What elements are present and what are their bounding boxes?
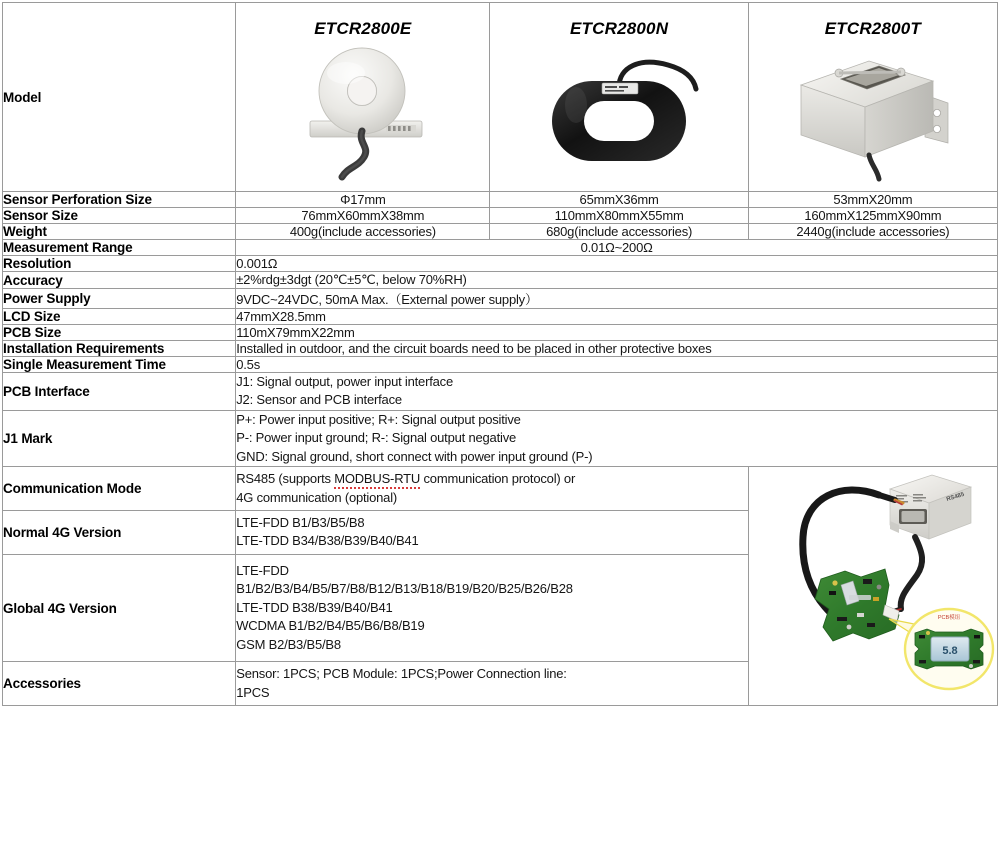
row-label: Normal 4G Version [3, 511, 236, 555]
box-enclosure-sensor-image [749, 43, 997, 183]
table-row [3, 256, 998, 272]
row-label: Power Supply [3, 289, 236, 309]
row-label: PCB Interface [3, 373, 236, 411]
table-row [3, 341, 998, 357]
value-line: RS485 (supports MODBUS-RTU communication protocol) or [236, 470, 748, 488]
row-value: ±2%rdg±3dgt (20℃±5℃, below 70%RH) [236, 272, 998, 289]
table-body [3, 3, 998, 706]
product-photo [749, 467, 997, 705]
product-photo-cell [748, 467, 997, 706]
row-value: 9VDC~24VDC, 50mA Max.（External power supply） [236, 289, 998, 309]
row-value [236, 410, 998, 466]
row-value: 0.5s [236, 357, 998, 373]
value-line: GND: Signal ground, short connect with power input ground (P-) [236, 448, 593, 464]
toroid-sensor-image [236, 43, 489, 183]
value-line: B1/B2/B3/B4/B5/B7/B8/B12/B13/B18/B19/B20/B25/B26/B28 [236, 581, 573, 597]
value-line: P-: Power input ground; R-: Signal output negative [236, 430, 517, 446]
table-row [3, 272, 998, 289]
row-value: 53mmX20mm [748, 192, 997, 208]
table-row-model [3, 3, 998, 192]
row-value: 160mmX125mmX90mm [748, 208, 997, 224]
row-value: 0.001Ω [236, 256, 998, 272]
value-line: Sensor: 1PCS; PCB Module: 1PCS;Power Connection line: [236, 666, 567, 682]
row-value [236, 373, 998, 411]
row-value: 110mX79mmX22mm [236, 325, 998, 341]
oval-clamp-sensor-image [490, 43, 747, 183]
row-value [236, 554, 749, 662]
table-row [3, 373, 998, 411]
row-label: PCB Size [3, 325, 236, 341]
row-value: 47mmX28.5mm [236, 309, 998, 325]
value-line: WCDMA B1/B2/B4/B5/B6/B8/B19 [236, 618, 425, 634]
value-line: LTE-TDD B38/B39/B40/B41 [236, 599, 393, 615]
model-cell-etcr2800t [748, 3, 997, 192]
table-row [3, 357, 998, 373]
value-line: J1: Signal output, power input interface [236, 374, 453, 389]
model-title: ETCR2800N [570, 19, 669, 38]
table-row [3, 240, 998, 256]
specification-table [2, 2, 998, 706]
row-label: Weight [3, 224, 236, 240]
row-value [236, 467, 749, 511]
row-value: Installed in outdoor, and the circuit boards need to be placed in other protective boxes [236, 341, 998, 357]
row-label: Accessories [3, 662, 236, 706]
callout-label-text: PCB模组 [937, 615, 960, 622]
value-line: 1PCS [236, 684, 270, 700]
model-cell-etcr2800n [490, 3, 748, 192]
row-label: Global 4G Version [3, 554, 236, 662]
value-line: LTE-TDD B34/B38/B39/B40/B41 [236, 533, 419, 549]
svg-text:RS485: RS485 [945, 492, 965, 504]
table-row [3, 192, 998, 208]
row-value: 65mmX36mm [490, 192, 748, 208]
lcd-reading-text: 5.8 [942, 645, 958, 658]
value-line: LTE-FDD [236, 563, 289, 578]
spellcheck-term: MODBUS-RTU [334, 471, 420, 489]
row-label: Sensor Perforation Size [3, 192, 236, 208]
row-label-model: Model [3, 3, 236, 192]
model-title: ETCR2800E [314, 19, 412, 38]
value-line: LTE-FDD B1/B3/B5/B8 [236, 514, 365, 530]
row-value: 0.01Ω~200Ω [236, 240, 998, 256]
row-label: LCD Size [3, 309, 236, 325]
model-title: ETCR2800T [824, 19, 921, 38]
table-row [3, 289, 998, 309]
table-row [3, 224, 998, 240]
row-label: Installation Requirements [3, 341, 236, 357]
row-value: 2440g(include accessories) [748, 224, 997, 240]
value-line: 4G communication (optional) [236, 489, 398, 505]
row-value: 400g(include accessories) [236, 224, 490, 240]
row-value: Φ17mm [236, 192, 490, 208]
model-cell-etcr2800e [236, 3, 490, 192]
row-value: 76mmX60mmX38mm [236, 208, 490, 224]
row-value: 680g(include accessories) [490, 224, 748, 240]
table-row [3, 410, 998, 466]
row-label: Measurement Range [3, 240, 236, 256]
table-row [3, 208, 998, 224]
table-row [3, 309, 998, 325]
table-row [3, 467, 998, 511]
row-label: Communication Mode [3, 467, 236, 511]
table-row [3, 325, 998, 341]
row-label: Resolution [3, 256, 236, 272]
row-label: Sensor Size [3, 208, 236, 224]
row-value [236, 511, 749, 555]
row-value [236, 662, 749, 706]
spec-sheet [0, 2, 1000, 859]
row-label: J1 Mark [3, 410, 236, 466]
row-label: Single Measurement Time [3, 357, 236, 373]
value-line: P+: Power input positive; R+: Signal output positive [236, 411, 521, 427]
value-line: GSM B2/B3/B5/B8 [236, 636, 341, 652]
row-label: Accuracy [3, 272, 236, 289]
value-line: J2: Sensor and PCB interface [236, 392, 402, 408]
row-value: 110mmX80mmX55mm [490, 208, 748, 224]
